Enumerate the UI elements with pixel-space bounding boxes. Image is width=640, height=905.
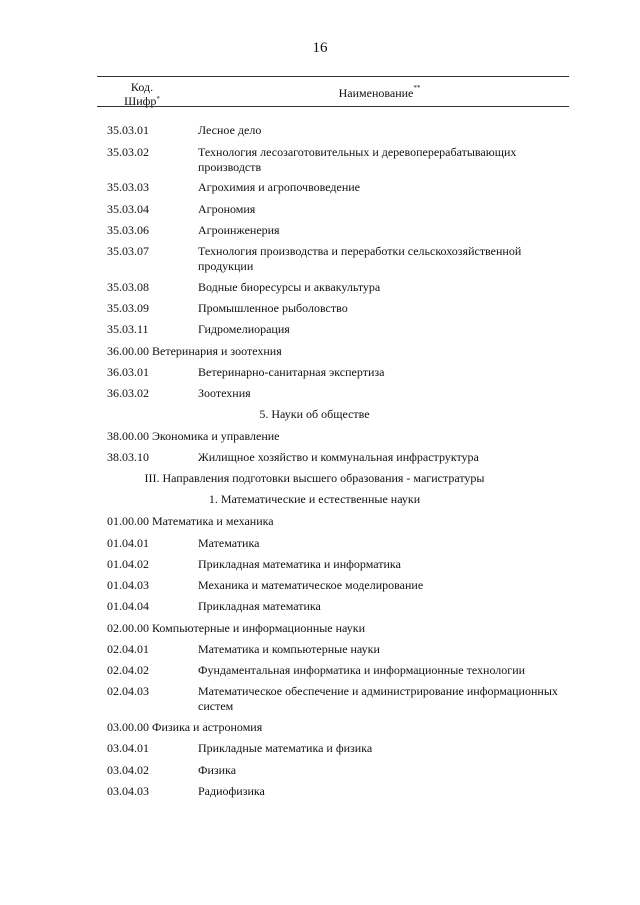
row-code: 35.03.03 bbox=[107, 180, 149, 194]
header-name-label: Наименование bbox=[338, 86, 414, 100]
row-name: Математика bbox=[198, 536, 260, 550]
row-name: Технология лесозаготовительных и деревоперерабатывающих производств bbox=[198, 145, 517, 174]
table-header-rule bbox=[97, 106, 569, 107]
row-name: III. Направления подготовки высшего образования - магистратуры bbox=[144, 471, 485, 485]
header-name bbox=[190, 86, 569, 101]
row-name: 03.00.00 Физика и астрономия bbox=[107, 720, 263, 734]
row-code: 35.03.08 bbox=[107, 280, 149, 294]
row-name: Технология производства и переработки сельскохозяйственной продукции bbox=[198, 244, 522, 273]
row-name: Гидромелиорация bbox=[198, 322, 290, 336]
row-code: 03.04.03 bbox=[107, 784, 149, 798]
row-name: 5. Науки об обществе bbox=[259, 407, 370, 421]
row-code: 01.04.01 bbox=[107, 536, 149, 550]
row-name: Прикладная математика bbox=[198, 599, 321, 613]
row-code: 03.04.01 bbox=[107, 741, 149, 755]
row-code: 01.04.02 bbox=[107, 557, 149, 571]
row-name: Агрономия bbox=[198, 202, 256, 216]
row-name: 36.00.00 Ветеринария и зоотехния bbox=[107, 344, 282, 358]
header-code-label: Код. bbox=[130, 80, 154, 94]
row-name: 01.00.00 Математика и механика bbox=[107, 514, 274, 528]
row-name: Математика и компьютерные науки bbox=[198, 642, 380, 656]
row-name: Прикладные математика и физика bbox=[198, 741, 373, 755]
row-code: 38.03.10 bbox=[107, 450, 149, 464]
header-cipher-footnote: * bbox=[156, 95, 160, 103]
row-name: Прикладная математика и информатика bbox=[198, 557, 401, 571]
row-code: 35.03.06 bbox=[107, 223, 149, 237]
row-name: Фундаментальная информатика и информационные технологии bbox=[198, 663, 526, 677]
row-code: 35.03.07 bbox=[107, 244, 149, 258]
row-code: 35.03.01 bbox=[107, 123, 149, 137]
row-code: 03.04.02 bbox=[107, 763, 149, 777]
row-code: 02.04.03 bbox=[107, 684, 149, 698]
row-code: 35.03.02 bbox=[107, 145, 149, 159]
row-name: Физика bbox=[198, 763, 237, 777]
row-name: Жилищное хозяйство и коммунальная инфраструктура bbox=[198, 450, 479, 464]
row-code: 35.03.09 bbox=[107, 301, 149, 315]
page-number: 16 bbox=[312, 40, 328, 56]
row-name: 1. Математические и естественные науки bbox=[208, 492, 421, 506]
row-name: Водные биоресурсы и аквакультура bbox=[198, 280, 381, 294]
row-name: Механика и математическое моделирование bbox=[198, 578, 424, 592]
row-code: 01.04.04 bbox=[107, 599, 149, 613]
header-code bbox=[97, 80, 187, 108]
row-code: 36.03.01 bbox=[107, 365, 149, 379]
row-name: Зоотехния bbox=[198, 386, 251, 400]
row-name: Ветеринарно-санитарная экспертиза bbox=[198, 365, 385, 379]
header-cipher-label: Шифр bbox=[124, 94, 157, 108]
row-code: 02.04.02 bbox=[107, 663, 149, 677]
row-code: 35.03.11 bbox=[107, 322, 149, 336]
row-name: Математическое обеспечение и администрирование информационных систем bbox=[198, 684, 558, 713]
row-name: Лесное дело bbox=[198, 123, 262, 137]
row-code: 01.04.03 bbox=[107, 578, 149, 592]
header-name-footnote: ** bbox=[413, 84, 421, 92]
row-name: Радиофизика bbox=[198, 784, 265, 798]
row-name: Агроинженерия bbox=[198, 223, 280, 237]
row-name: Агрохимия и агропочвоведение bbox=[198, 180, 361, 194]
table-top-rule bbox=[97, 76, 569, 77]
row-name: Промышленное рыболовство bbox=[198, 301, 348, 315]
row-name: 38.00.00 Экономика и управление bbox=[107, 429, 280, 443]
row-code: 35.03.04 bbox=[107, 202, 149, 216]
row-code: 36.03.02 bbox=[107, 386, 149, 400]
row-code: 02.04.01 bbox=[107, 642, 149, 656]
row-name: 02.00.00 Компьютерные и информационные науки bbox=[107, 621, 366, 635]
